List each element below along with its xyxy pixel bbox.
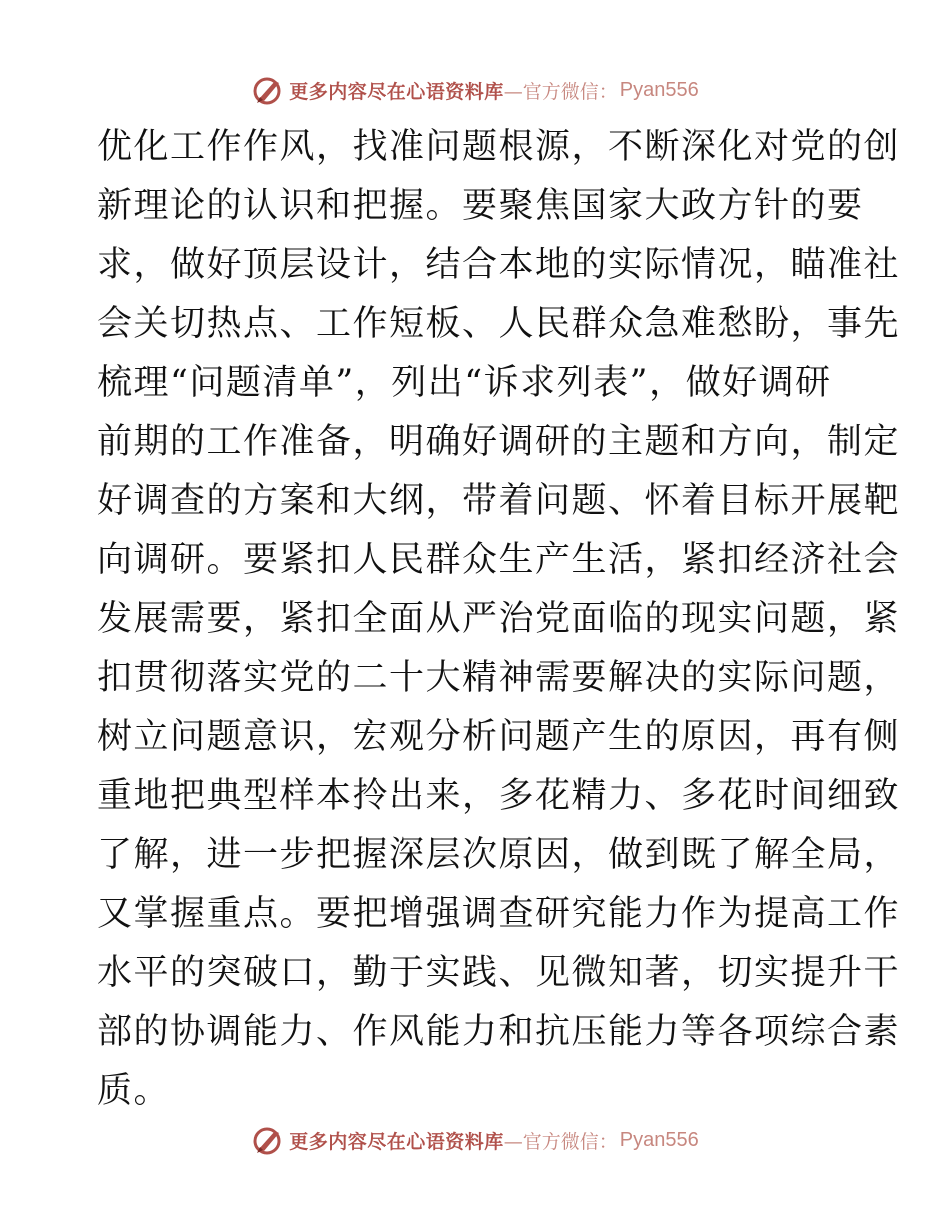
- pen-logo-icon: [251, 73, 285, 107]
- header-watermark: [0, 72, 950, 108]
- watermark-brand: 更多内容尽在心语资料库: [289, 80, 504, 103]
- text-line: 质。: [97, 1071, 171, 1111]
- document-body: [97, 118, 901, 1121]
- text-line: 新理论的认识和把握。要聚焦国家大政方针的要: [97, 186, 864, 226]
- pen-logo-icon: [251, 1123, 285, 1157]
- text-line: 前期的工作准备，明确好调研的主题和方向，制定: [97, 422, 901, 462]
- text-line: 向调研。要紧扣人民群众生产生活，紧扣经济社会: [97, 540, 901, 580]
- text-line: 优化工作作风，找准问题根源，不断深化对党的创: [97, 127, 901, 167]
- text-line: 扣贯彻落实党的二十大精神需要解决的实际问题，: [97, 658, 901, 698]
- text-line: 会关切热点、工作短板、人民群众急难愁盼，事先: [97, 304, 901, 344]
- text-line: 求，做好顶层设计，结合本地的实际情况，瞄准社: [97, 245, 901, 285]
- text-line: 水平的突破口，勤于实践、见微知著，切实提升干: [97, 953, 901, 993]
- text-line: 发展需要，紧扣全面从严治党面临的现实问题，紧: [97, 599, 901, 639]
- watermark-brand: 更多内容尽在心语资料库: [289, 1130, 504, 1153]
- text-line: 又掌握重点。要把增强调查研究能力作为提高工作: [97, 894, 901, 934]
- footer-watermark: [0, 1122, 950, 1158]
- watermark-contact: —官方微信：: [503, 1130, 618, 1153]
- text-line: 梳理“问题清单”，列出“诉求列表”，做好调研: [97, 363, 832, 403]
- watermark-wechat-id: Pyan556: [619, 78, 699, 101]
- text-line: 好调查的方案和大纲，带着问题、怀着目标开展靶: [97, 481, 901, 521]
- text-line: 重地把典型样本拎出来，多花精力、多花时间细致: [97, 776, 901, 816]
- watermark-contact: —官方微信：: [503, 80, 618, 103]
- text-line: 了解，进一步把握深层次原因，做到既了解全局，: [97, 835, 901, 875]
- text-line: 树立问题意识，宏观分析问题产生的原因，再有侧: [97, 717, 901, 757]
- watermark-wechat-id: Pyan556: [619, 1128, 699, 1151]
- text-line: 部的协调能力、作风能力和抗压能力等各项综合素: [97, 1012, 901, 1052]
